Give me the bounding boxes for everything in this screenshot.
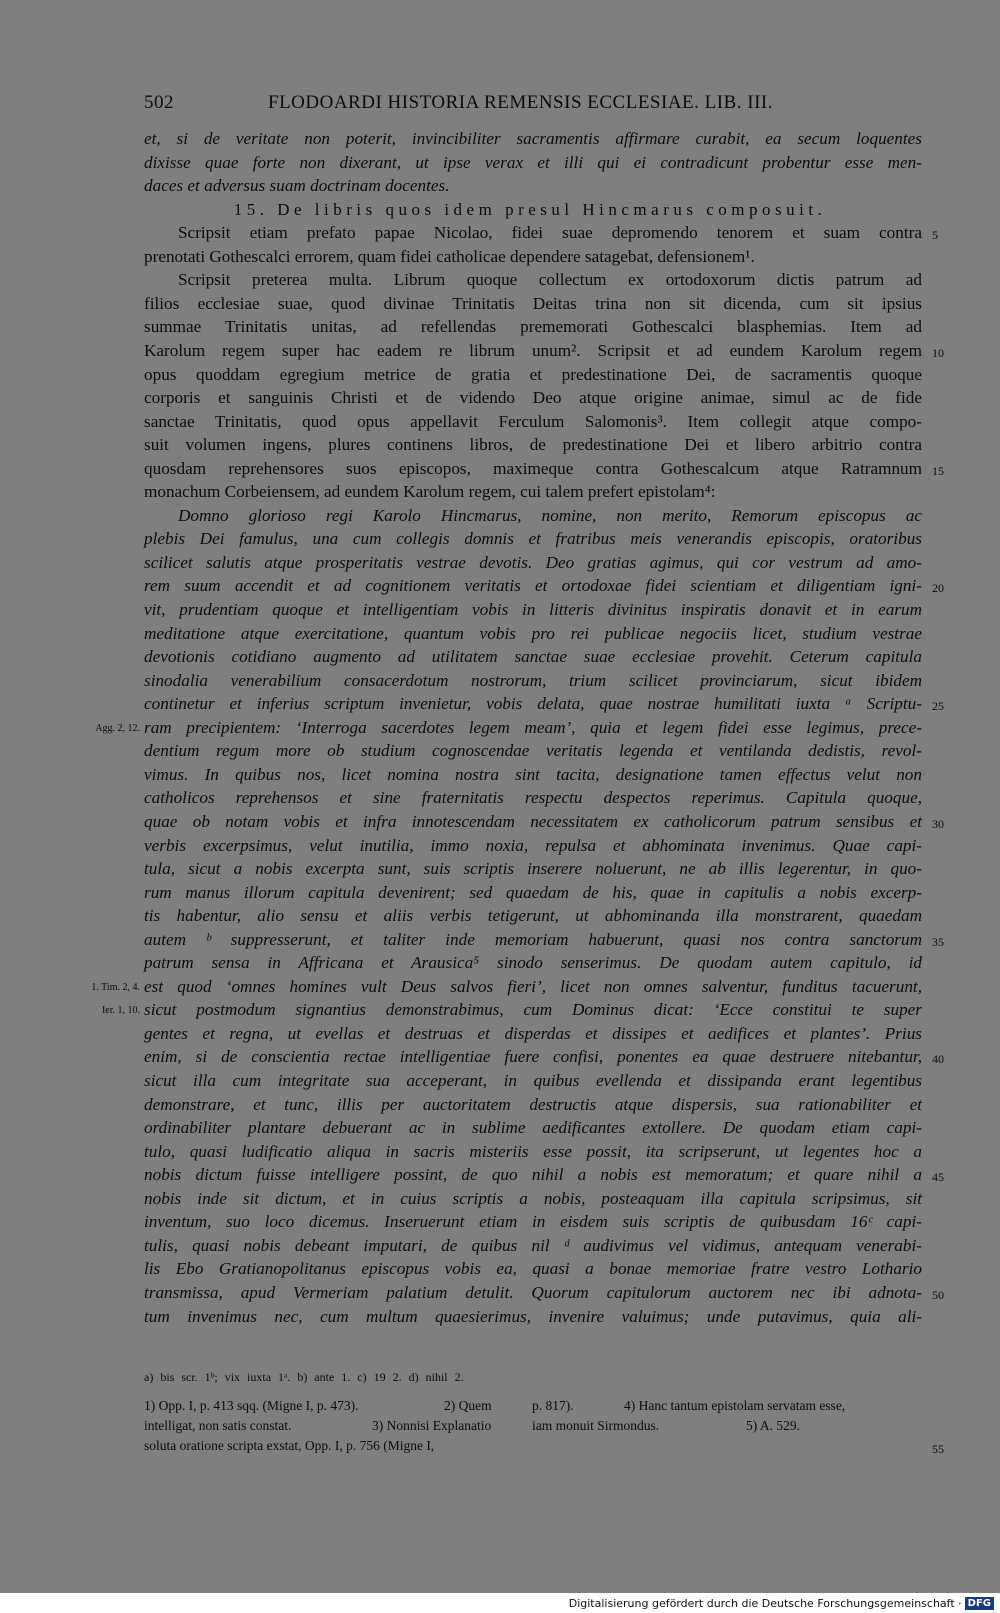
text-line: monachum Corbeiensem, ad eundem Karolum regem, cui talem prefert epistolam⁴:	[144, 482, 716, 502]
line-number: 40	[932, 1052, 944, 1067]
text-line: continetur et inferius scriptum invenietur, vobis delata, quae nostrae humilitati iuxta ᵃ Scriptu-	[144, 694, 922, 714]
footnote-line: soluta oratione scripta exstat, Opp. I, p. 756 (Migne I,	[144, 1438, 435, 1453]
text-line: inventum, suo loco dicemus. Inseruerunt etiam in eisdem suis scriptis de quibusdam 16ᶜ capi-	[144, 1212, 922, 1232]
text-line: vimus. In quibus nos, licet nomina nostra sint tacita, designatione tamen effectus velut non	[144, 764, 922, 784]
line-number: 20	[932, 581, 944, 596]
text-line: tulo, quasi ludificatio aliqua in sacris misteriis esse possit, ita scripserunt, ut legentes hoc a	[144, 1141, 922, 1161]
text-line: gentes et regna, ut evellas et destruas et disperdas et dissipes et aedifices et plantes’. Prius	[144, 1023, 922, 1043]
line-number: 5	[932, 228, 938, 243]
text-line: autem ᵇ suppresserunt, et taliter inde memoriam habuerunt, quasi nos contra sanctorum	[144, 929, 922, 949]
scripture-reference: Agg. 2, 12.	[95, 722, 140, 734]
text-line: dixisse quae forte non dixerant, ut ipse verax et illi qui ei contradicunt probentur esse men-	[144, 152, 922, 172]
text-line: transmissa, apud Vermeriam palatium detulit. Quorum capitulorum auctorem nec ibi adnota-	[144, 1282, 922, 1302]
text-line: catholicos reprehensos et sine fraternitatis respectu despectos reperimus. Capitula quoque,	[144, 788, 922, 808]
line-number: 10	[932, 345, 944, 360]
text-line: quosdam reprehensores suos episcopos, maximeque contra Gothescalcum atque Ratramnum	[144, 458, 922, 478]
text-line: demonstrare, et tunc, illis per auctoritatem destructis atque dispersis, sua rationabiliter et	[144, 1094, 922, 1114]
line-number: 55	[932, 1442, 944, 1456]
text-line: lis Ebo Gratianopolitanus episcopus vobis ea, quasi a bonae memoriae fratre vestro Lothario	[144, 1259, 922, 1279]
text-line: et, si de veritate non poterit, invincibiliter sacramentis affirmare curabit, ea secum loquentes	[144, 129, 922, 148]
text-line: daces et adversus suam doctrinam docentes.	[144, 176, 450, 196]
text-line: patrum sensa in Affricana et Arausica⁵ sinodo senserimus. De quodam autem capitulo, id	[144, 953, 922, 973]
digitization-credit	[0, 1593, 1000, 1613]
line-number: 50	[932, 1287, 944, 1302]
text-line: tulis, quasi nobis debeant imputari, de quibus nil ᵈ audivimus vel vidimus, antequam venerabi-	[144, 1235, 922, 1255]
text-line: Domno glorioso regi Karolo Hincmarus, nomine, non merito, Remorum episcopus ac	[178, 505, 922, 525]
text-line: scilicet salutis atque prosperitatis vestrae devotis. Deo gratias agimus, qui cor vestrum ad amo-	[144, 552, 922, 572]
text-line: nobis inde sit dictum, et in cuius scriptis a nobis, posteaquam illa capitula scripsimus, sit	[144, 1188, 922, 1208]
footnote-line: 5) A. 529.	[746, 1418, 800, 1433]
text-line: est quod ‘omnes homines vult Deus salvos fieri’, licet non omnes salventur, funditus tacuerunt,	[144, 976, 922, 996]
footnote-line: 3) Nonnisi Explanatio	[372, 1418, 492, 1433]
text-line: corporis et sanguinis Christi et de videndo Deo atque origine animae, simul ac de fide	[144, 388, 922, 408]
text-line: vit, prudentiam quoque et intelligentiam vobis in litteris divinitus inspiratis donavit et in earum	[144, 600, 922, 619]
line-number: 25	[932, 699, 944, 714]
footnotes	[144, 1396, 922, 1466]
line-number: 15	[932, 463, 944, 478]
text-line: prenotati Gothescalci errorem, quam fidei catholicae dependere satagebat, defensionem¹.	[144, 246, 755, 266]
text-line: verbis excerpsimus, velut inutilia, immo noxia, repulsa et abhominata invenimus. Quae capi-	[144, 835, 922, 855]
text-line: Scripsit etiam prefato papae Nicolao, fidei suae depromendo tenorem et suam contra	[178, 223, 922, 243]
line-number: 30	[932, 816, 944, 831]
scripture-reference: 1. Tim. 2, 4.	[91, 981, 140, 993]
text-line: suit volumen ingens, plures continens libros, de predestinatione Dei et libero arbitrio contra	[144, 435, 922, 455]
text-line: sanctae Trinitatis, quod opus appellavit Ferculum Salomonis³. Item collegit atque compo-	[144, 411, 922, 431]
text-line: ram precipientem: ‘Interroga sacerdotes legem meam’, quia et legem fidei esse legimus, prece-	[144, 717, 922, 737]
line-number: 35	[932, 934, 944, 949]
dfg-logo: DFG	[965, 1597, 994, 1610]
text-line: 15. De libris quos idem presul Hincmarus composuit.	[233, 199, 827, 219]
footnote-line: iam monuit Sirmondus.	[532, 1418, 660, 1433]
line-number: 45	[932, 1170, 944, 1185]
text-line: enim, si de conscientia rectae intelligentiae fuere confisi, ponentes ea quae destruere nitebantur,	[144, 1047, 922, 1067]
footnote-line: 4) Hanc tantum epistolam servatam esse,	[624, 1398, 846, 1413]
text-line: sicut postmodum signantius demonstrabimus, cum Dominus dicat: ‘Ecce constitui te super	[144, 1000, 922, 1020]
text-line: rem suum accendit et ad cognitionem veritatis et ortodoxae fidei scientiam et diligentiam igni-	[144, 576, 922, 596]
text-line: sicut illa cum integritate sua acceperant, in quibus evellenda et dissipanda erant legentibus	[144, 1071, 922, 1090]
text-line: meditatione atque exercitatione, quantum vobis pro rei publicae negociis licet, studium vestrae	[144, 623, 922, 643]
footnote-line: intelligat, non satis constat.	[144, 1418, 292, 1433]
text-line: filios ecclesiae suae, quod divinae Trinitatis Deitas trina non sit dicenda, cum sit ipsius	[144, 293, 922, 313]
footnote-line: 1) Opp. I, p. 413 sqq. (Migne I, p. 473).	[144, 1398, 359, 1413]
text-line: ordinabiliter plantare debuerant ac in sublime aedificantes extollere. De quodam etiam capi-	[144, 1118, 922, 1138]
credit-text: Digitalisierung gefördert durch die Deutsche Forschungsgemeinschaft ·	[568, 1596, 962, 1610]
text-line: quae ob notam vobis et infra innotescendam necessitatem ex catholicorum patrum sensibus et	[144, 811, 922, 831]
text-line: tula, sicut a nobis excerpta sunt, suis scriptis inserere noluerunt, ne ab illis legerentur, in quo-	[144, 859, 922, 879]
text-line: opus quoddam egregium metrice de gratia et predestinatione Dei, de sacramentis quoque	[144, 364, 922, 384]
text-line: plebis Dei famulus, una cum collegis domnis et fratribus meis venerandis episcopis, oratoribus	[144, 529, 922, 549]
running-title: FLODOARDI HISTORIA REMENSIS ECCLESIAE. LIB. III.	[268, 92, 773, 113]
text-line: sinodalia venerabilium consacerdotum nostrorum, trium scilicet provinciarum, sicut ibidem	[144, 670, 922, 690]
page-number: 502	[144, 92, 174, 113]
scripture-reference: Ier. 1, 10.	[101, 1005, 140, 1017]
text-line: Scripsit preterea multa. Librum quoque collectum ex ortodoxorum dictis patrum ad	[178, 270, 922, 290]
text-line: summae Trinitatis unitas, ad refellendas prememorati Gothescalci blasphemias. Item ad	[144, 317, 922, 337]
text-line: rum manus illorum capitula devenirent; sed quaedam de his, quae in capitulis a nobis excerp-	[144, 882, 922, 902]
text-line: nobis dictum fuisse intelligere possint, de quo nihil a nobis est memoratum; et quare nihil a	[144, 1165, 922, 1185]
text-line: Karolum regem super hac eadem re librum unum². Scripsit et ad eundem Karolum regem	[144, 340, 922, 360]
footnote-line: 2) Quem	[444, 1398, 492, 1413]
footnote-line: p. 817).	[532, 1398, 574, 1413]
text-line: devotionis cotidiano augmento ad utilitatem sanctae suae ecclesiae provehit. Ceterum capitula	[144, 647, 922, 667]
text-line: dentium regum more ob studium cognoscendae veritatis legenda et ventilanda dedistis, revol-	[144, 741, 922, 761]
text-line: tum invenimus nec, cum multum quaesierimus, invenire valuimus; unde putavimus, quia ali-	[144, 1306, 922, 1326]
text-line: tis habentur, alio sensu et aliis verbis tetigerunt, ut abhominanda illa monstrarent, quaedam	[144, 906, 922, 926]
critical-apparatus: a) bis scr. 1ᵇ; vix iuxta 1ᵃ. b) ante 1. c) 19 2. d) nihil 2.	[144, 1370, 464, 1384]
